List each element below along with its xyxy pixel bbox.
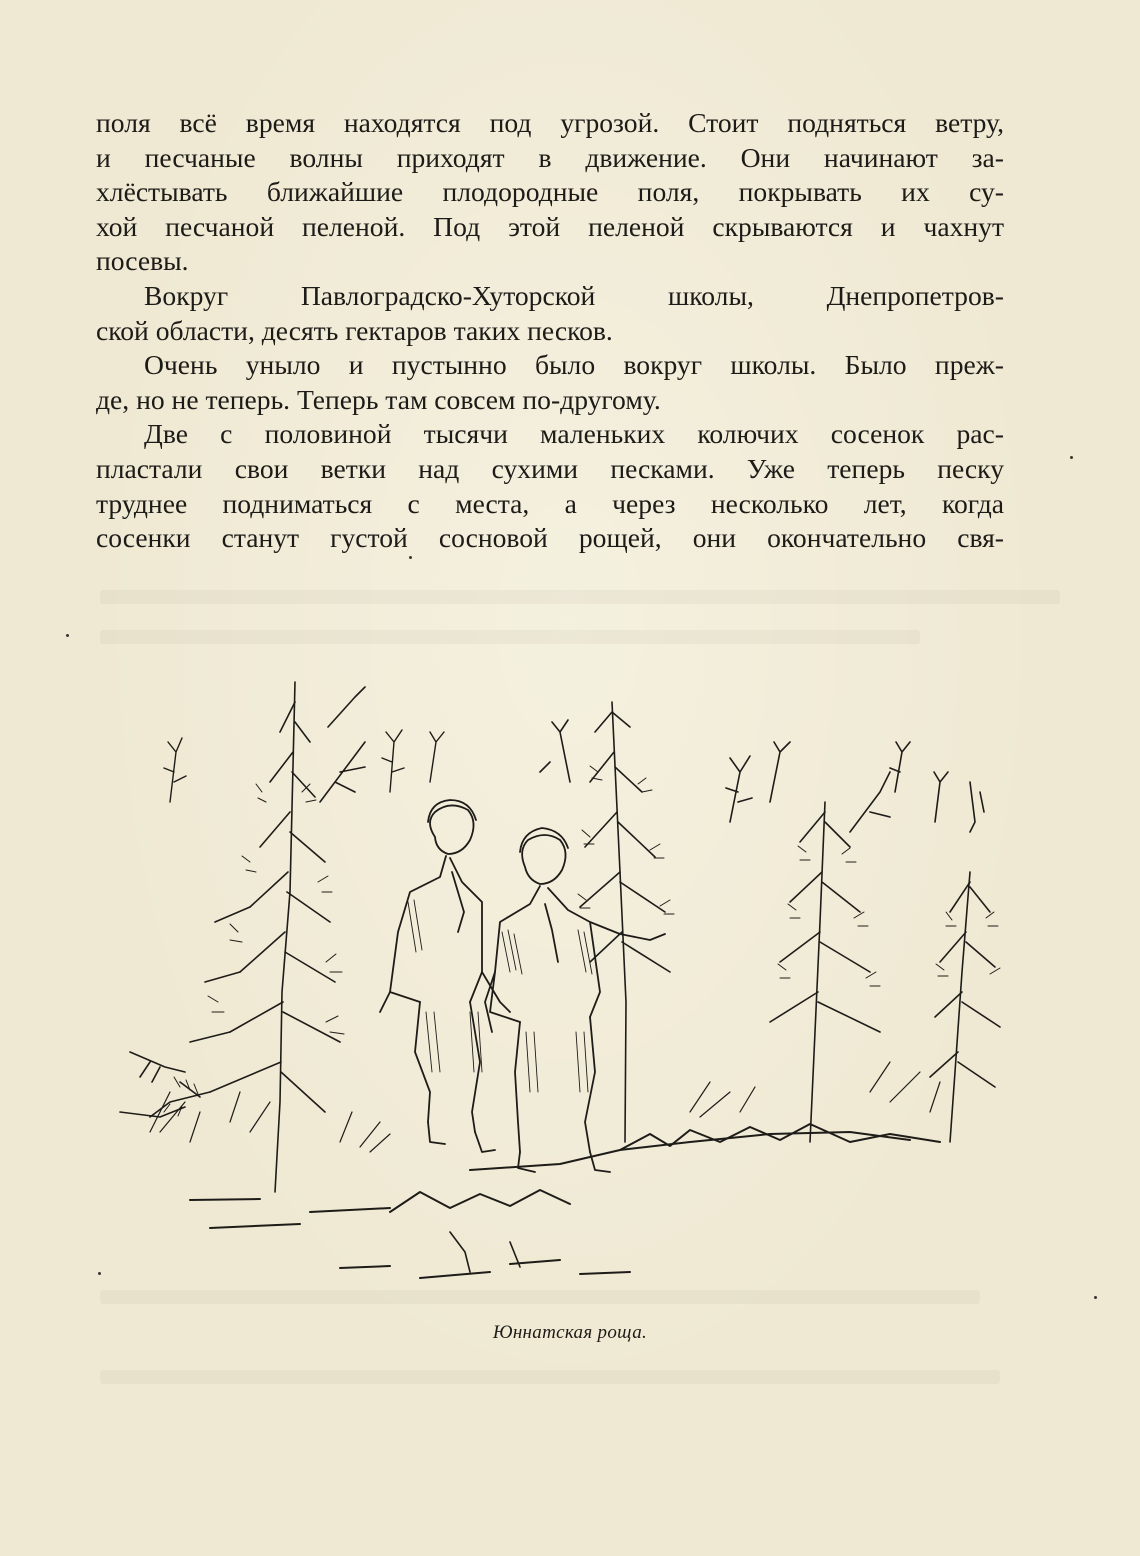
boy-figure [485,828,665,1172]
ground-lines [190,1124,940,1278]
paper-speck [66,634,69,637]
bleed-through-line [100,590,1060,604]
text-line: поля всё время находятся под угрозой. Стоит подняться ветру, [96,107,1004,138]
pine-tree [120,682,365,1192]
text-line: труднее подниматься с места, а через несколько лет, когда [96,487,1004,519]
paragraph-1 [96,106,1004,279]
text-line: Очень уныло и пустынно было вокруг школы. Было преж- [144,349,1004,381]
pine-tree [726,742,890,1142]
small-pine-tree [164,730,444,802]
text-line: хой песчаной пеленой. Под этой пеленой скрываются и чахнут [96,210,1004,242]
figure-caption: Юннатская роща. [492,1322,648,1343]
pine-needles [164,784,344,1116]
text-line: посевы. [96,245,189,277]
boy-figure [380,800,510,1152]
pine-tree [540,702,670,1142]
paper-speck [409,556,412,559]
text-line: и песчаные волны приходят в движение. Они начинают за- [96,141,1004,173]
text-line: сосенки станут густой сосновой рощей, они окончательно свя- [96,522,1004,554]
bleed-through-line [100,630,920,644]
pine-grove-illustration [90,672,1010,1312]
bleed-through-line [100,1370,1000,1384]
text-line: Вокруг Павлоградско-Хуторской школы, Днепропетров- [144,279,1004,311]
paper-speck [1070,456,1073,459]
paragraph-2 [96,279,1004,348]
ground-shrubs [150,1062,940,1152]
paper-speck [1094,1296,1097,1299]
paragraph-3 [96,348,1004,417]
text-line: пластали свои ветки над сухими песками. Уже теперь песку [96,452,1004,484]
pine-tree [890,742,1000,1142]
paragraph-4 [96,417,1004,555]
text-line: ской области, десять гектаров таких песков. [96,314,613,346]
text-line: Две с половиной тысячи маленьких колючих сосенок рас- [144,418,1004,450]
body-text [96,106,1004,556]
text-line: де, но не теперь. Теперь там совсем по-другому. [96,383,661,415]
paper-speck [98,1272,101,1275]
text-line: хлёстывать ближайшие плодородные поля, покрывать их су- [96,176,1004,208]
